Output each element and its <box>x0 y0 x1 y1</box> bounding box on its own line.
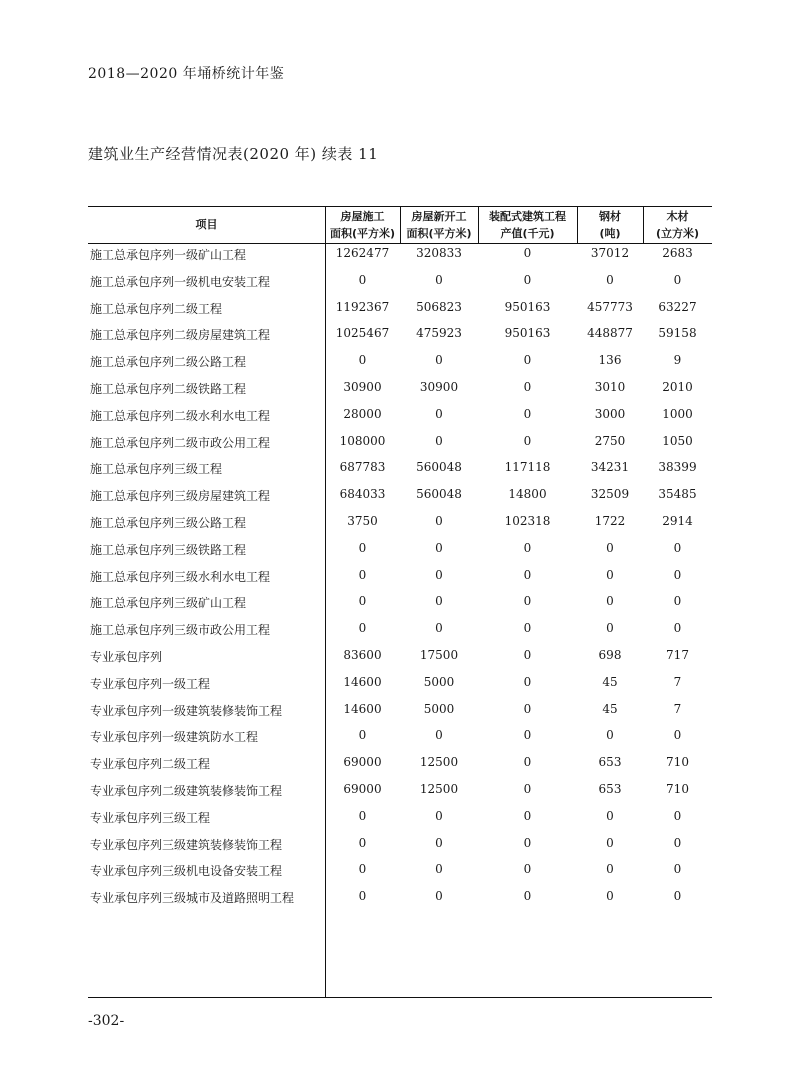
row-value-v4: 136 <box>598 353 622 368</box>
table-row <box>88 297 712 324</box>
row-value-v3: 0 <box>523 406 532 421</box>
row-item-label: 施工总承包序列三级房屋建筑工程 <box>90 489 271 504</box>
header-line: 房屋新开工 <box>411 209 467 223</box>
row-value-v3: 0 <box>523 648 532 662</box>
row-value-v2: 506823 <box>416 299 462 314</box>
row-value-v2: 320833 <box>416 246 462 260</box>
row-value-v4: 698 <box>598 648 622 662</box>
row-value-v2: 560048 <box>416 487 462 502</box>
header-item <box>88 206 325 243</box>
row-value-v1: 3750 <box>347 514 378 528</box>
row-value-v4: 0 <box>606 621 614 636</box>
table-row <box>88 404 712 431</box>
row-value-v2: 0 <box>435 594 443 609</box>
row-value-v5: 0 <box>673 728 682 743</box>
table-bottom-rule <box>88 997 712 998</box>
row-value-v5: 0 <box>673 272 682 287</box>
row-value-v4: 0 <box>606 889 614 904</box>
row-value-v1: 69000 <box>343 755 382 770</box>
row-value-v1: 69000 <box>343 782 382 796</box>
table-row <box>88 591 712 618</box>
row-value-v1: 28000 <box>343 406 382 421</box>
table-row <box>88 350 712 377</box>
row-item-label: 施工总承包序列二级公路工程 <box>90 355 247 370</box>
row-item-label: 施工总承包序列二级市政公用工程 <box>90 435 271 450</box>
table-row <box>88 833 712 860</box>
row-value-v5: 0 <box>673 835 682 850</box>
row-value-v4: 32509 <box>590 487 630 502</box>
row-value-v1: 0 <box>358 808 367 823</box>
row-item-label: 施工总承包序列三级工程 <box>90 462 223 477</box>
table-row <box>88 243 712 270</box>
row-value-v5: 0 <box>673 567 682 582</box>
table-row <box>88 484 712 511</box>
row-value-v3: 0 <box>523 701 532 716</box>
row-value-v1: 14600 <box>343 701 382 716</box>
row-value-v5: 710 <box>666 782 689 796</box>
row-value-v4: 653 <box>598 755 622 770</box>
table-row <box>88 377 712 404</box>
row-value-v1: 14600 <box>343 674 382 689</box>
header-construction-area <box>325 206 400 243</box>
row-item-label: 施工总承包序列三级市政公用工程 <box>90 623 271 638</box>
row-value-v3: 0 <box>523 889 532 904</box>
table-row <box>88 431 712 458</box>
row-value-v2: 0 <box>435 272 443 287</box>
row-value-v2: 0 <box>435 835 443 850</box>
row-value-v1: 0 <box>358 272 367 287</box>
row-value-v4: 0 <box>606 835 614 850</box>
row-value-v3: 0 <box>523 380 532 394</box>
row-item-label: 施工总承包序列三级水利水电工程 <box>90 569 271 584</box>
row-value-v3: 0 <box>523 540 532 555</box>
row-item-label: 专业承包序列一级建筑装修装饰工程 <box>90 703 283 718</box>
row-value-v5: 1050 <box>662 433 693 448</box>
header-line: 面积(平方米) <box>406 226 472 240</box>
table-title: 建筑业生产经营情况表(2020 年) 续表 11 <box>88 145 379 163</box>
header-line: 钢材 <box>599 209 621 223</box>
running-header: 2018—2020 年埇桥统计年鉴 <box>88 66 285 82</box>
row-value-v3: 0 <box>523 782 532 796</box>
row-value-v4: 457773 <box>587 299 633 314</box>
row-value-v3: 0 <box>523 246 532 260</box>
row-item-label: 专业承包序列三级城市及道路照明工程 <box>90 891 295 906</box>
row-value-v1: 0 <box>358 594 367 609</box>
row-value-v3: 14800 <box>508 487 547 502</box>
table-row <box>88 618 712 645</box>
row-value-v5: 710 <box>666 755 689 770</box>
row-value-v5: 7 <box>673 674 682 689</box>
row-item-label: 施工总承包序列一级机电安装工程 <box>90 274 271 289</box>
row-value-v3: 117118 <box>504 460 551 475</box>
row-value-v4: 0 <box>606 567 614 582</box>
row-value-v2: 0 <box>435 514 443 528</box>
row-value-v5: 35485 <box>658 487 697 502</box>
row-item-label: 施工总承包序列二级水利水电工程 <box>90 408 271 423</box>
row-value-v5: 38399 <box>658 460 697 475</box>
row-value-v4: 0 <box>606 594 614 609</box>
row-value-v1: 0 <box>358 862 367 877</box>
row-value-v1: 83600 <box>343 648 382 662</box>
table-row <box>88 538 712 565</box>
header-line: 房屋施工 <box>340 209 385 223</box>
row-value-v1: 1025467 <box>335 326 390 341</box>
header-timber <box>643 206 712 243</box>
row-item-label: 专业承包序列三级建筑装修装饰工程 <box>90 837 283 852</box>
row-value-v3: 0 <box>523 433 532 448</box>
row-value-v5: 0 <box>673 808 682 823</box>
row-value-v3: 0 <box>523 272 532 287</box>
row-value-v3: 102318 <box>504 514 551 528</box>
header-steel <box>577 206 643 243</box>
row-value-v1: 0 <box>358 889 367 904</box>
row-value-v5: 717 <box>666 648 689 662</box>
row-value-v4: 45 <box>602 674 618 689</box>
row-value-v3: 0 <box>523 728 532 743</box>
table-row <box>88 511 712 538</box>
row-value-v5: 0 <box>673 540 682 555</box>
row-value-v5: 1000 <box>662 406 693 421</box>
row-value-v4: 3010 <box>594 380 626 394</box>
row-value-v4: 0 <box>606 272 614 287</box>
row-value-v5: 7 <box>673 701 682 716</box>
header-new-start-area <box>400 206 478 243</box>
row-value-v2: 17500 <box>419 648 459 662</box>
row-item-label: 施工总承包序列一级矿山工程 <box>90 248 247 262</box>
header-prefab-output <box>478 206 577 243</box>
row-item-label: 专业承包序列三级机电设备安装工程 <box>90 864 283 879</box>
row-value-v3: 0 <box>523 567 532 582</box>
row-item-label: 专业承包序列二级工程 <box>90 757 211 772</box>
row-value-v5: 0 <box>673 862 682 877</box>
row-value-v5: 2914 <box>662 514 693 528</box>
header-line: (立方米) <box>655 226 700 240</box>
row-value-v3: 0 <box>523 594 532 609</box>
row-value-v3: 0 <box>523 353 532 368</box>
header-line: 产值(千元) <box>500 226 555 240</box>
row-item-label: 施工总承包序列三级矿山工程 <box>90 596 247 611</box>
table-row <box>88 725 712 752</box>
header-line: 木材 <box>666 209 689 223</box>
row-value-v1: 1262477 <box>335 246 390 260</box>
row-value-v4: 653 <box>598 782 622 796</box>
row-value-v3: 950163 <box>504 299 551 314</box>
row-item-label: 专业承包序列 <box>90 650 163 664</box>
row-value-v5: 2010 <box>662 380 693 394</box>
header-item-label: 项目 <box>195 218 218 231</box>
row-value-v2: 0 <box>435 567 443 582</box>
row-value-v2: 0 <box>435 808 443 823</box>
row-item-label: 施工总承包序列三级铁路工程 <box>90 542 247 557</box>
row-value-v3: 950163 <box>504 326 551 341</box>
table-row <box>88 886 712 913</box>
row-value-v1: 0 <box>358 567 367 582</box>
header-line: (吨) <box>599 226 621 240</box>
row-value-v5: 63227 <box>658 299 697 314</box>
row-value-v3: 0 <box>523 808 532 823</box>
row-value-v3: 0 <box>523 755 532 770</box>
row-item-label: 专业承包序列二级建筑装修装饰工程 <box>90 784 283 798</box>
row-value-v5: 0 <box>673 889 682 904</box>
row-value-v3: 0 <box>523 862 532 877</box>
row-value-v2: 5000 <box>423 701 455 716</box>
row-value-v4: 448877 <box>587 326 633 341</box>
row-value-v5: 9 <box>673 353 682 368</box>
row-value-v2: 0 <box>435 433 443 448</box>
row-value-v5: 59158 <box>658 326 697 341</box>
row-value-v2: 0 <box>435 621 443 636</box>
table-row <box>88 859 712 886</box>
table-row <box>88 806 712 833</box>
row-item-label: 专业承包序列一级建筑防水工程 <box>90 730 259 745</box>
row-value-v1: 108000 <box>339 433 386 448</box>
row-value-v2: 0 <box>435 728 443 743</box>
row-value-v5: 0 <box>673 594 682 609</box>
row-value-v3: 0 <box>523 835 532 850</box>
row-value-v4: 34231 <box>590 460 630 475</box>
row-value-v4: 0 <box>606 540 614 555</box>
row-value-v1: 0 <box>358 835 367 850</box>
table-row <box>88 457 712 484</box>
row-value-v5: 2683 <box>662 246 693 260</box>
row-value-v1: 0 <box>358 621 367 636</box>
row-value-v4: 37012 <box>590 246 630 260</box>
table-row <box>88 672 712 699</box>
row-value-v1: 30900 <box>343 380 382 394</box>
row-value-v2: 475923 <box>416 326 462 341</box>
row-value-v2: 12500 <box>419 782 459 796</box>
row-value-v2: 560048 <box>416 460 462 475</box>
row-value-v1: 687783 <box>339 460 386 475</box>
row-value-v2: 0 <box>435 540 443 555</box>
row-value-v2: 5000 <box>423 674 455 689</box>
table-row <box>88 323 712 350</box>
row-value-v4: 0 <box>606 808 614 823</box>
row-item-label: 专业承包序列一级工程 <box>90 676 211 691</box>
row-value-v4: 45 <box>602 701 618 716</box>
table-row <box>88 752 712 779</box>
row-value-v4: 2750 <box>594 433 626 448</box>
table-row <box>88 645 712 672</box>
header-line: 面积(平方米) <box>329 226 396 240</box>
row-value-v3: 0 <box>523 674 532 689</box>
row-value-v1: 0 <box>358 540 367 555</box>
row-value-v2: 0 <box>435 862 443 877</box>
table-row <box>88 779 712 806</box>
table-row <box>88 270 712 297</box>
row-item-label: 施工总承包序列二级房屋建筑工程 <box>90 328 271 343</box>
row-value-v2: 0 <box>435 353 443 368</box>
row-value-v5: 0 <box>673 621 682 636</box>
row-value-v4: 0 <box>606 862 614 877</box>
row-item-label: 施工总承包序列三级公路工程 <box>90 516 247 530</box>
row-value-v1: 1192367 <box>335 299 390 314</box>
row-value-v3: 0 <box>523 621 532 636</box>
row-value-v2: 0 <box>435 406 443 421</box>
row-value-v4: 3000 <box>594 406 626 421</box>
row-item-label: 施工总承包序列二级工程 <box>90 301 223 316</box>
row-item-label: 施工总承包序列二级铁路工程 <box>90 382 247 396</box>
row-value-v2: 30900 <box>419 380 459 394</box>
row-item-label: 专业承包序列三级工程 <box>90 810 211 825</box>
row-value-v4: 0 <box>606 728 614 743</box>
row-value-v1: 0 <box>358 353 367 368</box>
table-row <box>88 565 712 592</box>
row-value-v4: 1722 <box>594 514 626 528</box>
row-value-v1: 684033 <box>339 487 386 502</box>
row-value-v1: 0 <box>358 728 367 743</box>
row-value-v2: 12500 <box>419 755 459 770</box>
page-number: -302- <box>88 1013 125 1029</box>
header-line: 装配式建筑工程 <box>489 209 566 223</box>
row-value-v2: 0 <box>435 889 443 904</box>
table-row <box>88 699 712 726</box>
